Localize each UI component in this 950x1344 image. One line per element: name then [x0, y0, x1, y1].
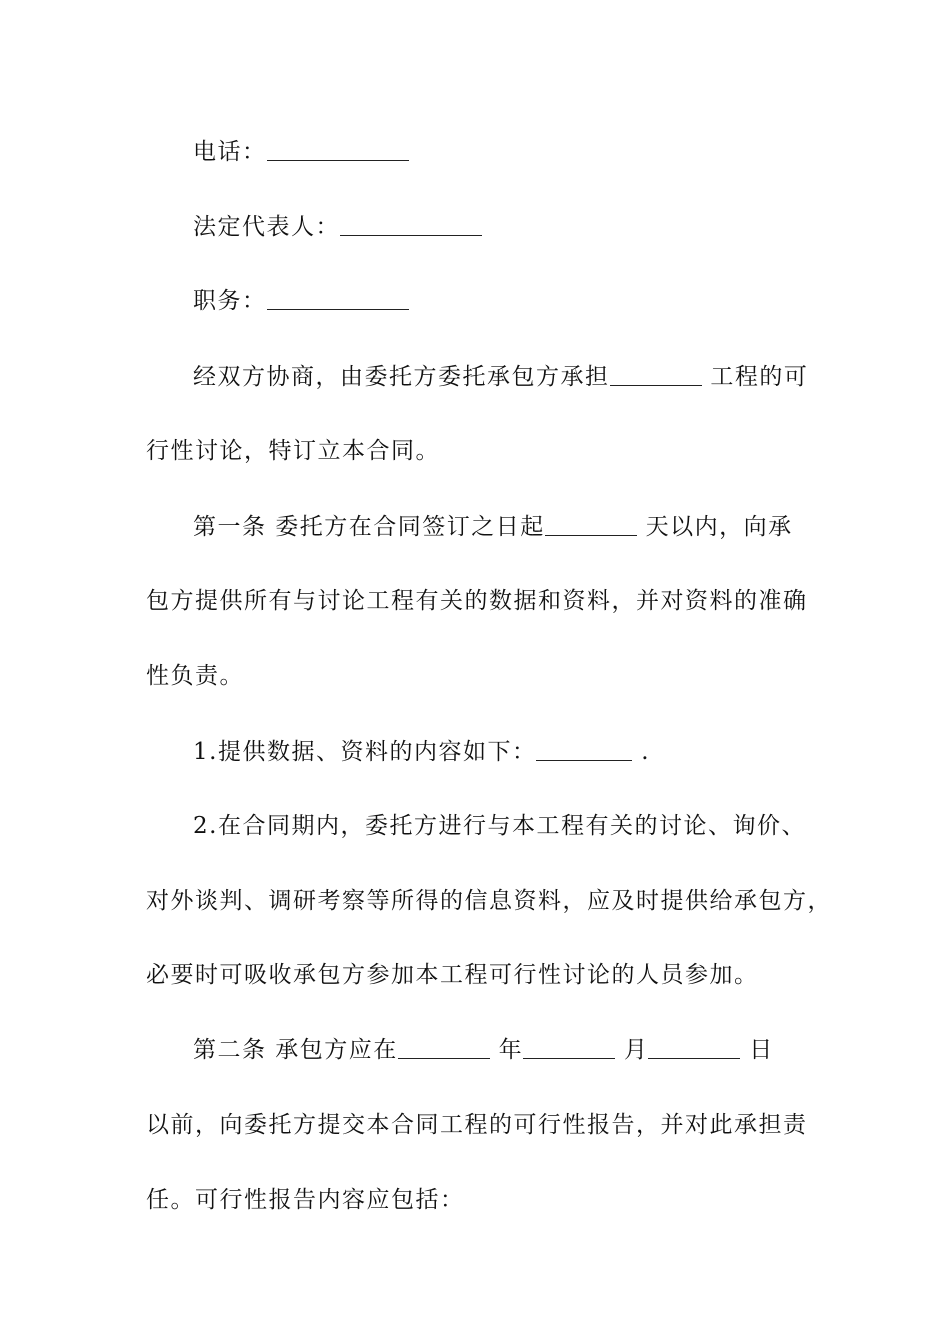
month-label: 月 [623, 1037, 649, 1063]
article-1-text-c: 包方提供所有与讨论工程有关的数据和资料，并对资料的准确 [146, 588, 808, 614]
intro-line-1 [193, 362, 808, 392]
item-2-line-3 [146, 960, 759, 990]
article-2-line-2 [146, 1110, 808, 1140]
item-1-line [193, 737, 650, 767]
legal-rep-line [193, 212, 482, 242]
item-2-text-a: 2.在合同期内，委托方进行与本工程有关的讨论、询价、 [193, 813, 806, 839]
year-blank[interactable] [398, 1036, 490, 1059]
item-2-line-2 [146, 886, 832, 916]
year-label: 年 [498, 1037, 524, 1063]
article-2-text-a: 第二条 承包方应在 [193, 1037, 398, 1063]
project-name-blank[interactable] [610, 363, 702, 386]
position-blank[interactable] [267, 287, 409, 310]
days-blank[interactable] [545, 513, 637, 536]
article-1-text-b: 天以内，向承 [645, 514, 793, 540]
legal-rep-label: 法定代表人： [193, 214, 340, 240]
phone-blank[interactable] [267, 138, 409, 161]
intro-line-2 [146, 436, 440, 466]
item-1-text-a: 1.提供数据、资料的内容如下： [193, 739, 537, 765]
day-label: 日 [749, 1037, 774, 1063]
item-2-text-c: 必要时可吸收承包方参加本工程可行性讨论的人员参加。 [146, 962, 759, 988]
article-2-line-1 [193, 1035, 774, 1065]
article-1-line-1 [193, 512, 793, 542]
intro-text-a: 经双方协商，由委托方委托承包方承担 [193, 364, 610, 390]
item-1-text-b: . [641, 739, 651, 765]
data-content-blank[interactable] [536, 738, 632, 761]
position-label: 职务： [193, 288, 267, 314]
phone-label: 电话： [193, 139, 267, 165]
article-2-text-c: 任。可行性报告内容应包括： [146, 1187, 465, 1213]
article-1-text-a: 第一条 委托方在合同签订之日起 [193, 514, 545, 540]
legal-rep-blank[interactable] [340, 213, 482, 236]
item-2-line-1 [193, 811, 806, 841]
article-1-line-2 [146, 586, 808, 616]
article-2-text-b: 以前，向委托方提交本合同工程的可行性报告，并对此承担责 [146, 1112, 808, 1138]
month-blank[interactable] [523, 1036, 615, 1059]
intro-text-c: 行性讨论，特订立本合同。 [146, 438, 440, 464]
position-line [193, 286, 409, 316]
phone-line [193, 137, 409, 167]
item-2-text-b: 对外谈判、调研考察等所得的信息资料，应及时提供给承包方， [146, 888, 832, 914]
intro-text-b: 工程的可 [710, 364, 809, 390]
article-1-text-d: 性负责。 [146, 663, 244, 689]
day-blank[interactable] [648, 1036, 740, 1059]
article-1-line-3 [146, 661, 244, 691]
article-2-line-3 [146, 1185, 465, 1215]
